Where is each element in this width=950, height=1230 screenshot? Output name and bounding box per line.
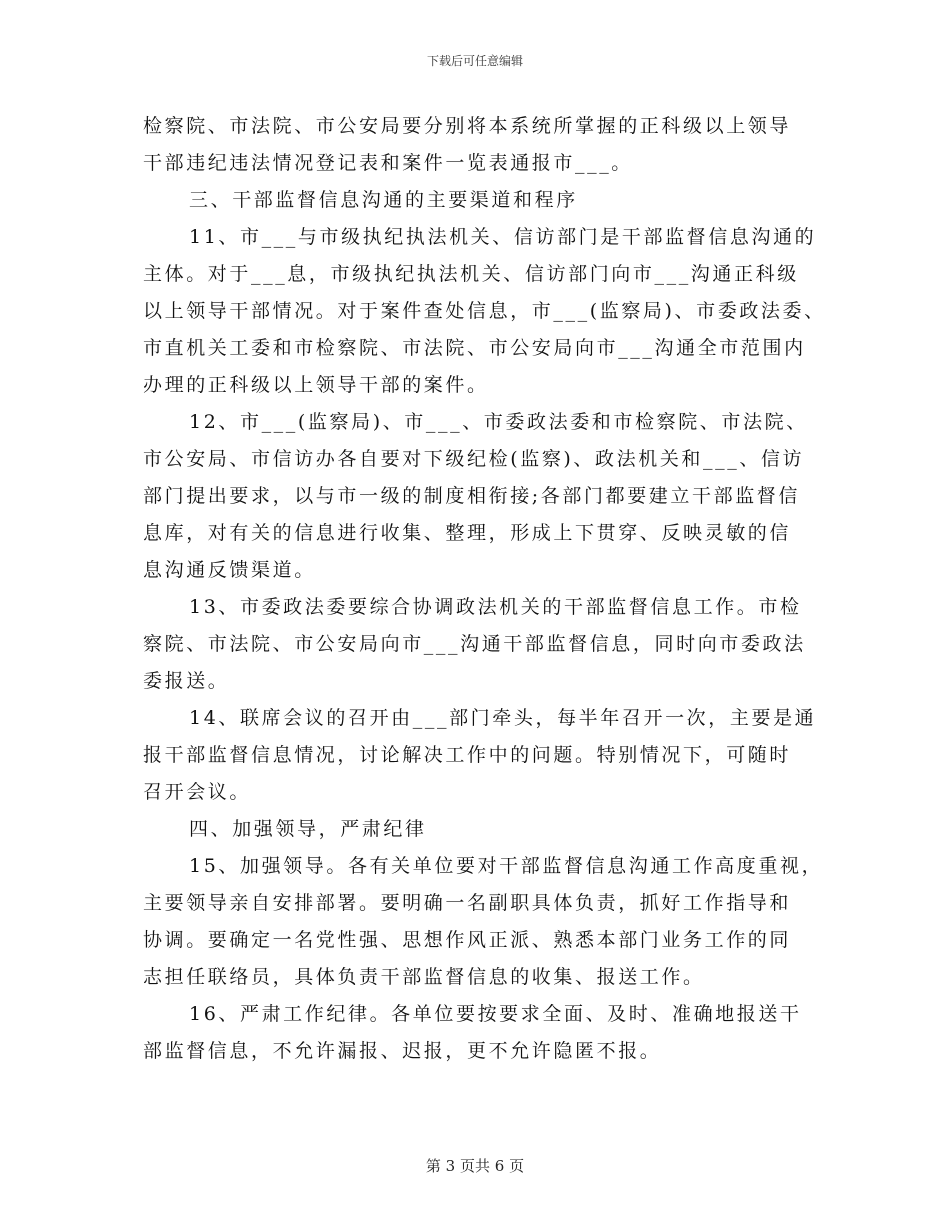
- page-number-footer: 第 3 页共 6 页: [425, 1157, 525, 1175]
- text-line: 主体。对于___息，市级执纪执法机关、信访部门向市___沟通正科级: [143, 263, 799, 285]
- text-line: 市直机关工委和市检察院、市法院、市公安局向市___沟通全市范围内: [143, 337, 806, 359]
- text-line: 召开会议。: [143, 781, 252, 803]
- text-line: 办理的正科级以上领导干部的案件。: [143, 374, 489, 396]
- text-line: 息库，对有关的信息进行收集、整理，形成上下贯穿、反映灵敏的信: [143, 522, 792, 544]
- text-line: 16、严肃工作纪律。各单位要按要求全面、及时、准确地报送干: [189, 1003, 802, 1025]
- text-line: 息沟通反馈渠道。: [143, 559, 316, 581]
- page-header: 下载后可任意编辑: [426, 54, 523, 68]
- text-line: 干部违纪违法情况登记表和案件一览表通报市___。: [143, 152, 633, 174]
- text-line: 检察院、市法院、市公安局要分别将本系统所掌握的正科级以上领导: [143, 115, 792, 137]
- text-line: 报干部监督信息情况，讨论解决工作中的问题。特别情况下，可随时: [143, 744, 792, 766]
- text-line: 部监督信息，不允许漏报、迟报，更不允许隐匿不报。: [143, 1040, 662, 1062]
- text-line: 13、市委政法委要综合协调政法机关的干部监督信息工作。市检: [189, 596, 802, 618]
- text-line: 部门提出要求，以与市一级的制度相衔接;各部门都要建立干部监督信: [143, 485, 801, 507]
- text-line: 12、市___(监察局)、市___、市委政法委和市检察院、市法院、: [189, 411, 808, 433]
- text-line: 以上领导干部情况。对于案件查处信息，市___(监察局)、市委政法委、: [143, 300, 826, 322]
- text-line: 14、联席会议的召开由___部门牵头，每半年召开一次，主要是通: [189, 707, 817, 729]
- text-line: 协调。要确定一名党性强、思想作风正派、熟悉本部门业务工作的同: [143, 929, 792, 951]
- text-line: 11、市___与市级执纪执法机关、信访部门是干部监督信息沟通的: [189, 226, 817, 248]
- document-body: [143, 108, 826, 1070]
- text-line: 市公安局、市信访办各自要对下级纪检(监察)、政法机关和___、信访: [143, 448, 805, 470]
- text-line: 志担任联络员，具体负责干部监督信息的收集、报送工作。: [143, 966, 705, 988]
- section-heading: 四、加强领导，严肃纪律: [189, 818, 427, 840]
- text-line: 察院、市法院、市公安局向市___沟通干部监督信息，同时向市委政法: [143, 633, 806, 655]
- text-line: 主要领导亲自安排部署。要明确一名副职具体负责，抓好工作指导和: [143, 892, 792, 914]
- text-line: 委报送。: [143, 670, 230, 692]
- section-heading: 三、干部监督信息沟通的主要渠道和程序: [189, 189, 578, 211]
- text-line: 15、加强领导。各有关单位要对干部监督信息沟通工作高度重视，: [189, 855, 824, 877]
